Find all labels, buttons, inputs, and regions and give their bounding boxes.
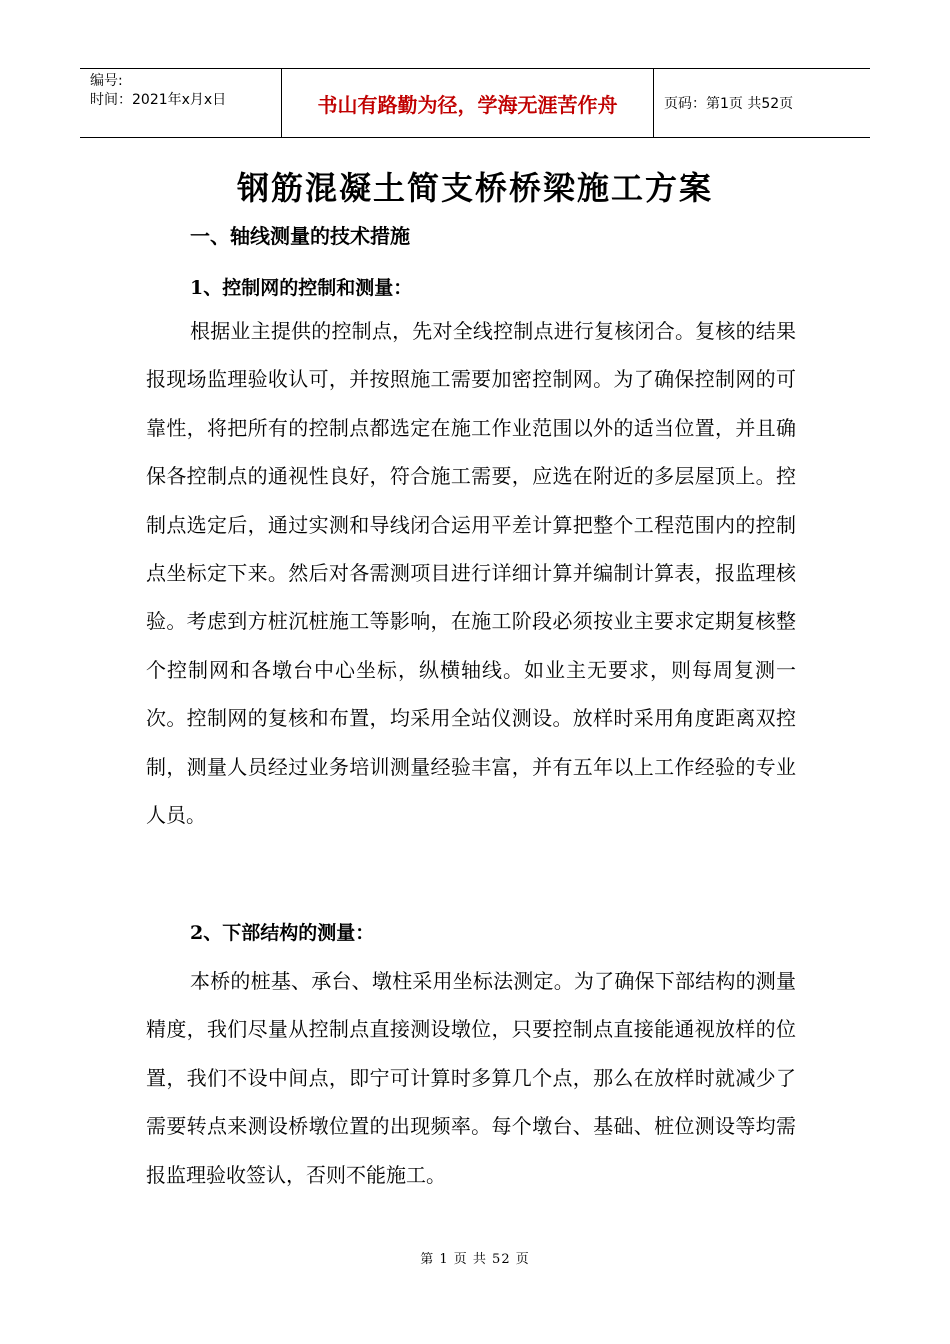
header-table bbox=[80, 68, 870, 138]
document-date: 时间：2021年x月x日 bbox=[90, 92, 227, 108]
page-footer: 第 1 页 共 52 页 bbox=[420, 1252, 530, 1267]
document-title: 钢筋混凝土简支桥桥梁施工方案 bbox=[236, 169, 713, 207]
header-left-cell bbox=[80, 69, 282, 137]
header-motto: 书山有路勤为径，学海无涯苦作舟 bbox=[282, 69, 654, 137]
section-heading-1: 一、轴线测量的技术措施 bbox=[190, 224, 410, 248]
subsection-heading-1: 1、控制网的控制和测量： bbox=[190, 277, 413, 299]
paragraph-1: 根据业主提供的控制点，先对全线控制点进行复核闭合。复核的结果报现场监理验收认可，并按照施工需要加密控制网。为了确保控制网的可靠性，将把所有的控制点都选定在施工作业范围以外的适当位置，并且确保各控制点的通视性良好，符合施工需要，应选在附近的多层屋顶上。控制点选定后，通过实测和导线闭合运用平差计算把整个工程范围内的控制点坐标定下来。然后对各需测项目进行详细计算并编制计算表，报监理核验。考虑到方桩沉桩施工等影响，在施工阶段必须按业主要求定期复核整个控制网和各墩台中心坐标，纵横轴线。如业主无要求，则每周复测一次。控制网的复核和布置，均采用全站仪测设。放样时采用角度距离双控制，测量人员经过业务培训测量经验丰富，并有五年以上工作经验的专业人员。 bbox=[146, 319, 796, 828]
document-number-label: 编号: bbox=[90, 73, 123, 89]
subsection-heading-2: 2、下部结构的测量： bbox=[190, 922, 375, 944]
header-page-code: 页码：第1页 共52页 bbox=[664, 96, 794, 112]
paragraph-2: 本桥的桩基、承台、墩柱采用坐标法测定。为了确保下部结构的测量精度，我们尽量从控制点直接测设墩位，只要控制点直接能通视放样的位置，我们不设中间点，即宁可计算时多算几个点，那么在放样时就减少了需要转点来测设桥墩位置的出现频率。每个墩台、基础、桩位测设等均需报监理验收签认，否则不能施工。 bbox=[146, 969, 796, 1187]
